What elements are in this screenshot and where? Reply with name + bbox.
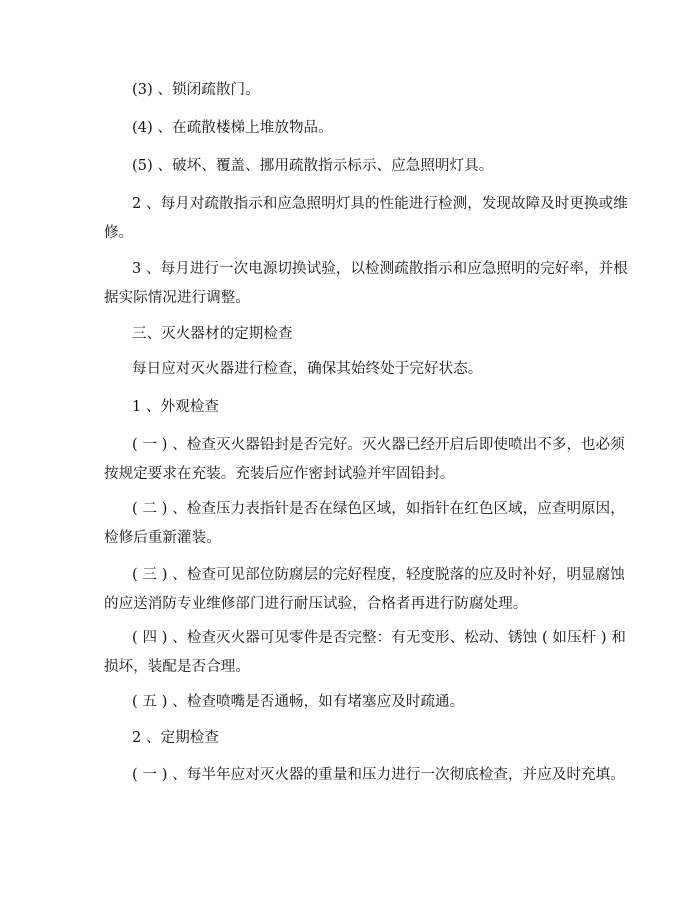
text-line: 修。 bbox=[104, 225, 134, 241]
paragraph-10 bbox=[104, 495, 625, 553]
paragraph-15 bbox=[104, 761, 625, 790]
text-line: (3) 、锁闭疏散门。 bbox=[132, 82, 260, 98]
text-line: 检修后重新灌装。 bbox=[104, 530, 221, 546]
paragraph-5 bbox=[104, 255, 628, 313]
paragraph-4 bbox=[104, 190, 628, 248]
text-line: 按规定要求在充装。充装后应作密封试验并牢固铅封。 bbox=[104, 466, 455, 482]
text-line: 1 、外观检查 bbox=[132, 399, 220, 415]
text-line: 3 、每月进行一次电源切换试验，以检测疏散指示和应急照明的完好率，并根 bbox=[132, 261, 628, 277]
text-line: ( 三 ) 、检查可见部位防腐层的完好程度，轻度脱落的应及时补好，明显腐蚀 bbox=[132, 567, 625, 583]
subheading-2 bbox=[104, 724, 596, 753]
text-line: 每日应对灭火器进行检查，确保其始终处于完好状态。 bbox=[132, 361, 483, 377]
text-line: (4) 、在疏散楼梯上堆放物品。 bbox=[132, 120, 333, 136]
text-line: ( 一 ) 、检查灭火器铅封是否完好。灭火器已经开启后即使喷出不多，也必须 bbox=[132, 437, 625, 453]
section-heading bbox=[104, 320, 596, 349]
text-line: 三、灭火器材的定期检查 bbox=[132, 326, 293, 342]
text-line: ( 二 ) 、检查压力表指针是否在绿色区域，如指针在红色区域，应查明原因， bbox=[132, 501, 625, 517]
paragraph-7 bbox=[104, 355, 596, 384]
paragraph-2 bbox=[104, 114, 596, 143]
paragraph-12 bbox=[104, 624, 626, 682]
paragraph-3 bbox=[104, 152, 596, 181]
text-line: ( 五 ) 、检查喷嘴是否通畅，如有堵塞应及时疏通。 bbox=[132, 694, 465, 710]
text-line: 2 、每月对疏散指示和应急照明灯具的性能进行检测，发现故障及时更换或维 bbox=[132, 196, 628, 212]
text-line: 的应送消防专业维修部门进行耐压试验，合格者再进行防腐处理。 bbox=[104, 596, 528, 612]
text-line: (5) 、破坏、覆盖、挪用疏散指示标示、应急照明灯具。 bbox=[132, 158, 494, 174]
paragraph-11 bbox=[104, 561, 625, 619]
text-line: 损坏，装配是否合理。 bbox=[104, 659, 250, 675]
text-line: 据实际情况进行调整。 bbox=[104, 290, 250, 306]
paragraph-9 bbox=[104, 431, 625, 489]
paragraph-13 bbox=[104, 688, 596, 717]
paragraph-1 bbox=[104, 76, 596, 105]
text-line: ( 四 ) 、检查灭火器可见零件是否完整：有无变形、松动、锈蚀 ( 如压杆 ) 和 bbox=[132, 630, 626, 646]
subheading-1 bbox=[104, 393, 596, 422]
text-line: 2 、定期检查 bbox=[132, 730, 220, 746]
text-line: ( 一 ) 、每半年应对灭火器的重量和压力进行一次彻底检查，并应及时充填。 bbox=[132, 767, 625, 783]
